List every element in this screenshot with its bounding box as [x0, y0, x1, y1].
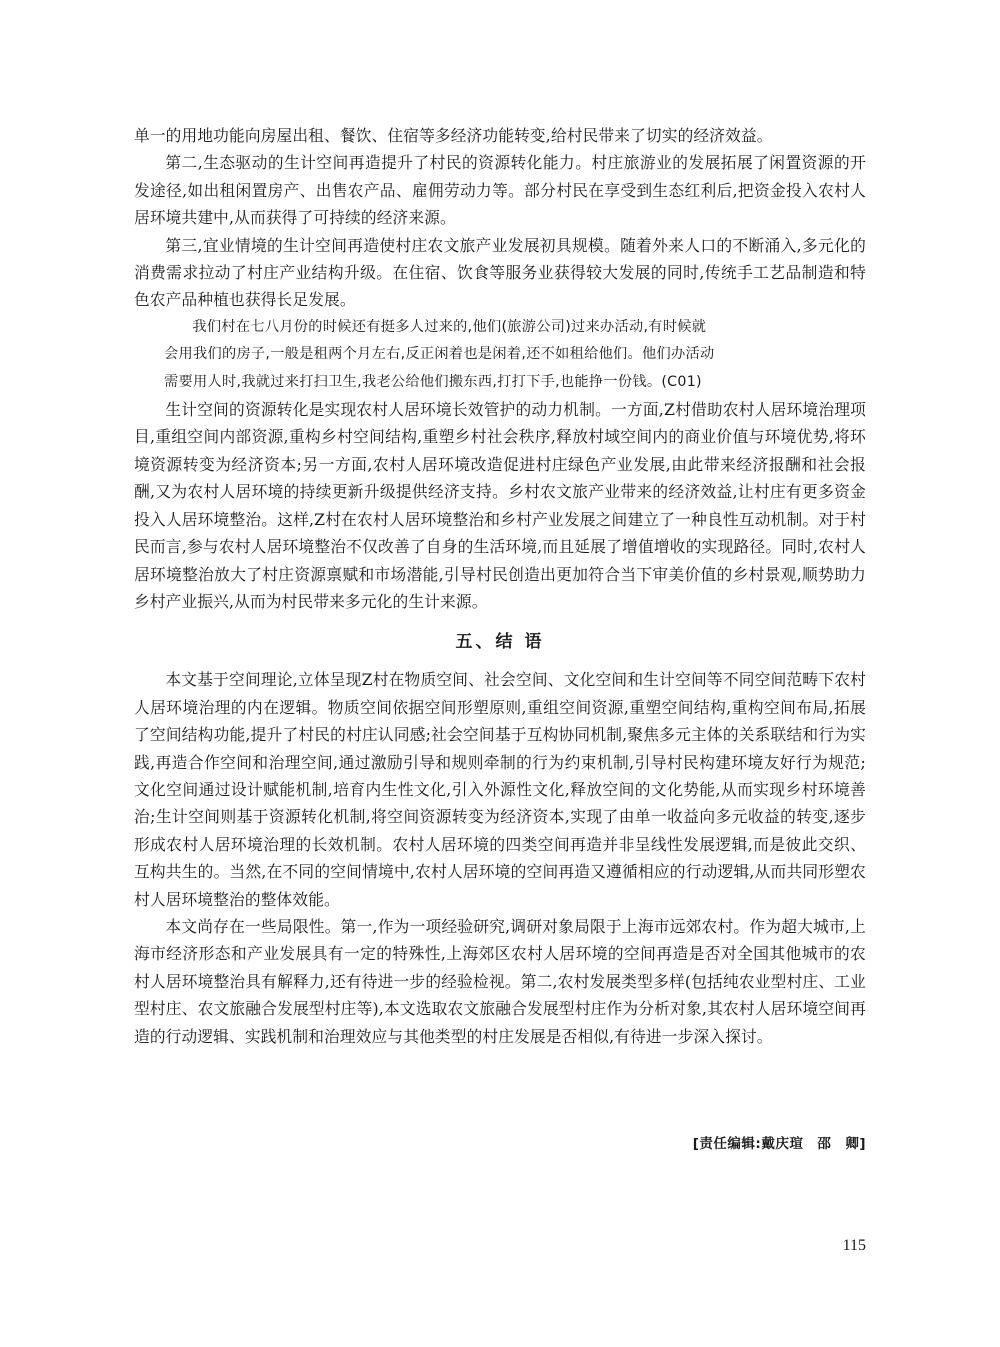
paragraph-conclusion: 本文基于空间理论,立体呈现Z村在物质空间、社会空间、文化空间和生计空间等不同空间范畴下农村人居环境治理的内在逻辑。物质空间依据空间形塑原则,重组空间资源,重塑空间结构,重构空间布局,拓展了空间结构功能,提升了村民的村庄认同感;社会空间基于互构协同机制,聚焦多元主体的关系联结和行为实践,再造合作空间和治理空间,通过激励引导和规则牵制的行为约束机制,引导村民构建环境友好行为规范;文化空间通过设计赋能机制,培育内生性文化,引入外源性文化,释放空间的文化势能,从而实现乡村环境善治;生计空间则基于资源转化机制,将空间资源转变为经济资本,实现了由单一收益向多元收益的转变,逐步形成农村人居环境治理的长效机制。农村人居环境的四类空间再造并非呈线性发展逻辑,而是彼此交织、互构共生的。当然,在不同的空间情境中,农村人居环境的空间再造又遵循相应的行动逻辑,从而共同形塑农村人居环境整治的整体效能。 [134, 670, 866, 909]
quote-line: 会用我们的房子,一般是租两个月左右,反正闲着也是闲着,还不如租给他们。他们办活动 [164, 346, 715, 363]
paragraph-continuation: 单一的用地功能向房屋出租、餐饮、住宿等多经济功能转变,给村民带来了切实的经济效益。 [134, 126, 773, 145]
section-heading: 五、结 语 [455, 632, 545, 653]
responsible-editor: [责任编辑:戴庆瑄 邵 卿] [692, 1136, 866, 1152]
quote-line: 需要用人时,我就过来打扫卫生,我老公给他们搬东西,打打下手,也能挣一份钱。(C01) [164, 373, 702, 390]
article-body [134, 122, 866, 1050]
paragraph-mechanism: 生计空间的资源转化是实现农村人居环境长效管护的动力机制。一方面,Z村借助农村人居环境治理项目,重组空间内部资源,重构乡村空间结构,重塑乡村社会秩序,释放村域空间内的商业价值与环境优势,将环境资源转变为经济资本;另一方面,农村人居环境改造促进村庄绿色产业发展,由此带来经济报酬和社会报酬,又为农村人居环境的持续更新升级提供经济支持。乡村农文旅产业带来的经济效益,让村庄有更多资金投入人居环境整治。这样,Z村在农村人居环境整治和乡村产业发展之间建立了一种良性互动机制。对于村民而言,参与农村人居环境整治不仅改善了自身的生活环境,而且延展了增值增收的实现路径。同时,农村人居环境整治放大了村庄资源禀赋和市场潜能,引导村民创造出更加符合当下审美价值的乡村景观,顺势助力乡村产业振兴,从而为村民带来多元化的生计来源。 [134, 400, 866, 611]
quote-line: 我们村在七八月份的时候还有挺多人过来的,他们(旅游公司)过来办活动,有时候就 [192, 318, 707, 335]
page-number: 115 [842, 1237, 866, 1254]
paragraph-second-point: 第二,生态驱动的生计空间再造提升了村民的资源转化能力。村庄旅游业的发展拓展了闲置资源的开发途径,如出租闲置房产、出售农产品、雇佣劳动力等。部分村民在享受到生态红利后,把资金投入农村人居环境共建中,从而获得了可持续的经济来源。 [134, 153, 866, 228]
paragraph-limitations: 本文尚存在一些局限性。第一,作为一项经验研究,调研对象局限于上海市远郊农村。作为超大城市,上海市经济形态和产业发展具有一定的特殊性,上海郊区农村人居环境的空间再造是否对全国其他城市的农村人居环境整治具有解释力,还有待进一步的经验检视。第二,农村发展类型多样(包括纯农业型村庄、工业型村庄、农文旅融合发展型村庄等),本文选取农文旅融合发展型村庄作为分析对象,其农村人居环境空间再造的行动逻辑、实践机制和治理效应与其他类型的村庄发展是否相似,有待进一步深入探讨。 [134, 916, 866, 1046]
interview-quote [134, 314, 866, 396]
paragraph-third-point: 第三,宜业情境的生计空间再造使村庄农文旅产业发展初具规模。随着外来人口的不断涌入,多元化的消费需求拉动了村庄产业结构升级。在住宿、饮食等服务业获得较大发展的同时,传统手工艺品制造和特色农产品种植也获得长足发展。 [134, 235, 866, 310]
